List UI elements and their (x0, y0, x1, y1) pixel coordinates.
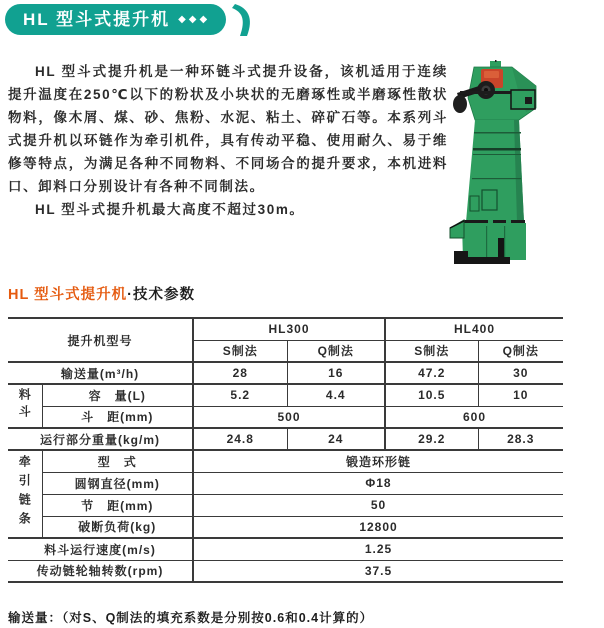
cell-value: 5.2 (193, 384, 287, 406)
cell-pitch-label: 斗 距(mm) (42, 406, 193, 428)
cell-value: 12800 (193, 516, 563, 538)
cell-value: 16 (287, 362, 385, 384)
cell-value: 600 (385, 406, 563, 428)
row-conveying (8, 362, 563, 384)
section-heading (8, 283, 195, 304)
cell-q-method-2: Q制法 (478, 340, 563, 362)
cell-q-method-1: Q制法 (287, 340, 385, 362)
cell-chaintype-label: 型 式 (42, 450, 193, 472)
cell-value: 500 (193, 406, 385, 428)
cell-value: 4.4 (287, 384, 385, 406)
cell-value: 24.8 (193, 428, 287, 450)
row-runweight (8, 428, 563, 450)
row-diameter (8, 472, 563, 494)
cell-value: 30 (478, 362, 563, 384)
cell-value: 24 (287, 428, 385, 450)
cell-conveying-label: 输送量(m³/h) (8, 362, 193, 384)
cell-chainpitch-label: 节 距(mm) (42, 494, 193, 516)
banner-pill (5, 4, 226, 35)
cell-value: 37.5 (364, 563, 393, 578)
row-pitch (8, 406, 563, 428)
cell-value: Φ18 (193, 472, 563, 494)
technical-parameters-table (8, 317, 563, 583)
cell-value: 10.5 (385, 384, 478, 406)
bucket-elevator-illustration (448, 60, 568, 266)
banner-title: HL 型斗式提升机 (23, 10, 171, 29)
cell-chain-group (8, 450, 42, 538)
cell-diameter-label: 圆钢直径(mm) (42, 472, 193, 494)
spec-table-container (8, 317, 563, 583)
banner-swoosh-icon (231, 4, 257, 38)
diamond-icons: ◆◆◆ (178, 14, 211, 25)
cell-model-label: 提升机型号 (8, 318, 193, 362)
cell-bucket-group (8, 384, 42, 428)
cell-value: 47.2 (385, 362, 478, 384)
cell-speed-label: 料斗运行速度(m/s) (8, 538, 193, 560)
row-breakload (8, 516, 563, 538)
row-speed (8, 538, 563, 560)
intro-text (8, 60, 448, 221)
cell-value: 50 (193, 494, 563, 516)
cell-runweight-label: 运行部分重量(kg/m) (8, 428, 193, 450)
cell-value: 1.25 (193, 538, 563, 560)
section-heading-params: ·技术参数 (127, 287, 195, 303)
cell-volume-label: 容 量(L) (42, 384, 193, 406)
row-chainpitch (8, 494, 563, 516)
cell-value: 28.3 (478, 428, 563, 450)
page-banner (5, 4, 257, 38)
table-footnote: 输送量：（对S、Q制法的填充系数是分别按0.6和0.4计算的） (8, 611, 374, 625)
intro-paragraph-1: HL 型斗式提升机是一种环链斗式提升设备，该机适用于连续提升温度在250℃以下的粉状及小块状的无磨琢性或半磨琢性散状物料，像木屑、煤、砂、焦粉、水泥、粘土、碎矿石等。本系列斗式提升机以环链作为牵引机件，具有传动平稳、使用耐久、易于维修等特点，为满足各种不同物料、不同场合的提升要求，本机进料口、卸料口分别设计有各种不同制法。 (8, 64, 448, 194)
header-row-models (8, 318, 563, 340)
section-heading-product: HL 型斗式提升机 (8, 287, 128, 303)
cell-breakload-label: 破断负荷(kg) (42, 516, 193, 538)
cell-hl300: HL300 (193, 318, 385, 340)
cell-value: 28 (193, 362, 287, 384)
cell-s-method-2: S制法 (385, 340, 478, 362)
cell-hl400: HL400 (385, 318, 563, 340)
cell-value: 10 (478, 384, 563, 406)
row-chaintype (8, 450, 563, 472)
cell-value: 29.2 (385, 428, 478, 450)
cell-value: 锻造环形链 (193, 450, 563, 472)
bucket-group-label: 料斗 (17, 387, 32, 422)
cell-rpm-label: 传动链轮轴转数(rpm) (8, 560, 193, 582)
cell-s-method-1: S制法 (193, 340, 287, 362)
row-volume (8, 384, 563, 406)
intro-paragraph-2: HL 型斗式提升机最大高度不超过30m。 (35, 202, 305, 217)
bucket-elevator-photo (448, 60, 568, 266)
row-rpm (8, 560, 563, 582)
chain-group-label: 牵引链条 (17, 454, 32, 531)
